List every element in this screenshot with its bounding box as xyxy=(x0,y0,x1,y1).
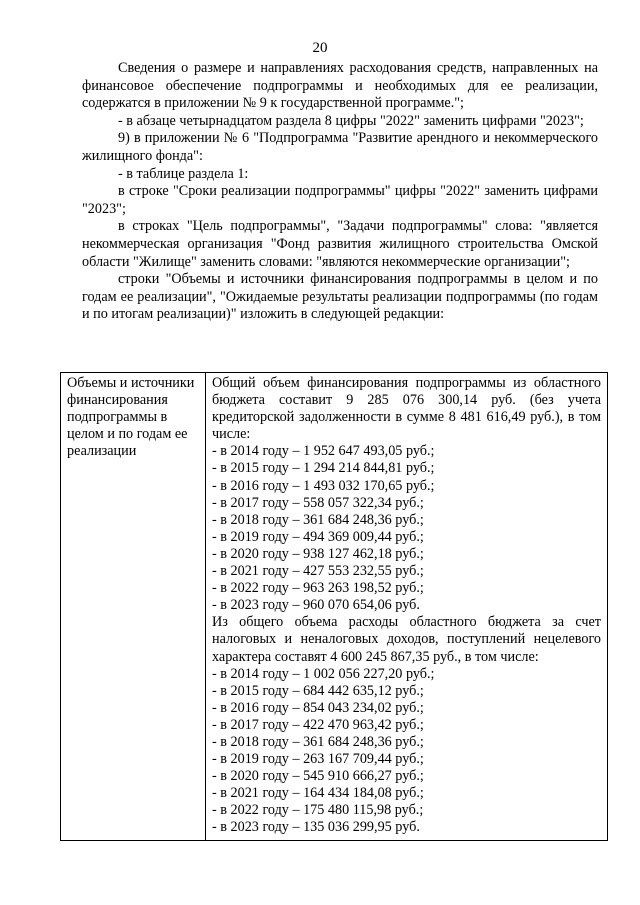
list-item: - в 2021 году – 164 434 184,08 руб.; xyxy=(212,785,424,802)
list-item: - в 2014 году – 1 002 056 227,20 руб.; xyxy=(212,665,435,682)
list-item: - в 2022 году – 963 263 198,52 руб.; xyxy=(212,580,424,597)
row-value xyxy=(206,373,608,841)
list-item: - в 2020 году – 545 910 666,27 руб.; xyxy=(212,768,424,785)
table-row xyxy=(61,373,608,841)
list-item: - в 2018 году – 361 684 248,36 руб.; xyxy=(212,511,424,528)
list-item: - в 2015 году – 1 294 214 844,81 руб.; xyxy=(212,460,435,477)
list-item: - в 2015 году – 684 442 635,12 руб.; xyxy=(212,682,424,699)
tax-funding-intro: Из общего объема расходы областного бюджета за счет налоговых и неналоговых доходов, поступлений нецелевого характера составят 4 600 245 867,35 руб., в том числе: xyxy=(212,614,601,665)
list-item: - в 2016 году – 854 043 234,02 руб.; xyxy=(212,699,424,716)
row-label: Объемы и источники финансирования подпрограммы в целом и по годам ее реализации xyxy=(61,373,206,841)
list-item: - в 2018 году – 361 684 248,36 руб.; xyxy=(212,733,424,750)
list-item: - в 2023 году – 960 070 654,06 руб. xyxy=(212,597,420,614)
list-item: - в 2020 году – 938 127 462,18 руб.; xyxy=(212,545,424,562)
paragraph-volume-rows: строки "Объемы и источники финансирования подпрограммы в целом и по годам ее реализации", "Ожидаемые результаты реализации подпрограммы (по годам и по итогам реализации)" изложить в следующей редакции: xyxy=(82,271,598,323)
list-item: - в 2017 году – 558 057 322,34 руб.; xyxy=(212,494,424,511)
paragraph-appendix-6: 9) в приложении № 6 "Подпрограмма "Развитие арендного и некоммерческого жилищного фонда": xyxy=(82,130,598,164)
funding-table xyxy=(60,372,608,841)
body-text xyxy=(82,60,598,324)
paragraph-table-section-1: - в таблице раздела 1: xyxy=(118,165,249,182)
list-item: - в 2016 году – 1 493 032 170,65 руб.; xyxy=(212,477,435,494)
paragraph-funding-info: Сведения о размере и направлениях расходования средств, направленных на финансовое обеспечение подпрограммы и необходимых для ее реализации, содержатся в приложении № 9 к государственной программе."; xyxy=(82,60,598,112)
list-item: - в 2022 году – 175 480 115,98 руб.; xyxy=(212,802,424,819)
list-item: - в 2014 году – 1 952 647 493,05 руб.; xyxy=(212,443,435,460)
list-item: - в 2023 году – 135 036 299,95 руб. xyxy=(212,819,420,836)
list-item: - в 2021 году – 427 553 232,55 руб.; xyxy=(212,563,424,580)
list-item: - в 2019 году – 494 369 009,44 руб.; xyxy=(212,528,424,545)
paragraph-deadline-row: в строке "Сроки реализации подпрограммы" цифры "2022" заменить цифрами "2023"; xyxy=(82,183,598,217)
paragraph-goal-rows: в строках "Цель подпрограммы", "Задачи подпрограммы" слова: "является некоммерческая организация "Фонд развития жилищного строительства Омской области "Жилище" заменить словами: "являются некоммерческие организации"; xyxy=(82,218,598,270)
list-item: - в 2019 году – 263 167 709,44 руб.; xyxy=(212,751,424,768)
paragraph-section-8-change: - в абзаце четырнадцатом раздела 8 цифры "2022" заменить цифрами "2023"; xyxy=(118,112,584,129)
total-funding-intro: Общий объем финансирования подпрограммы из областного бюджета составит 9 285 076 300,14 руб. (без учета кредиторской задолженности в сумме 8 481 616,49 руб.), в том числе: xyxy=(212,375,601,443)
page-number: 20 xyxy=(312,40,328,56)
list-item: - в 2017 году – 422 470 963,42 руб.; xyxy=(212,716,424,733)
